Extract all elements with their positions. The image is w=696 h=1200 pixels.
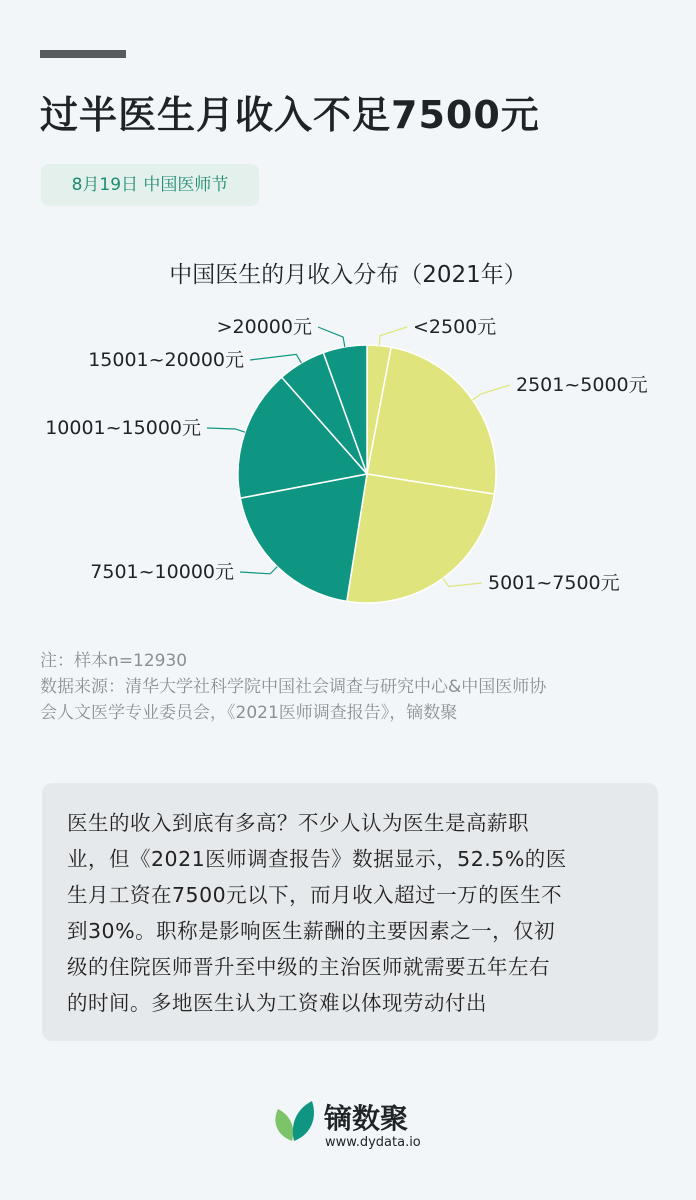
- pie-chart: [0, 300, 696, 620]
- summary-line-4: 到30%。职称是影响医生薪酬的主要因素之一，仅初: [67, 919, 556, 943]
- summary-line-3: 生月工资在7500元以下，而月收入超过一万的医生不: [67, 883, 563, 907]
- pie-label-3: 5001~7500元: [488, 572, 620, 594]
- top-accent-bar: [40, 50, 126, 58]
- pie-label-6: 15001~20000元: [88, 349, 244, 371]
- source-note-line-2: 会人文医学专业委员会，《2021医师调查报告》，镝数聚: [40, 703, 458, 723]
- pie-label-2: 2501~5000元: [516, 374, 648, 396]
- summary-card: [42, 783, 658, 1041]
- brand-name: 镝数聚: [324, 1102, 409, 1135]
- summary-line-6: 的时间。多地医生认为工资难以体现劳动付出: [67, 991, 487, 1015]
- summary-line-1: 医生的收入到底有多高？不少人认为医生是高薪职: [67, 811, 529, 835]
- pie-label-5: 10001~15000元: [45, 417, 201, 439]
- brand-url: www.dydata.io: [325, 1135, 421, 1150]
- leaf-logo-icon: [268, 1095, 318, 1145]
- chart-title: 中国医生的月收入分布（2021年）: [169, 262, 527, 288]
- pie-label-7: >20000元: [216, 316, 312, 338]
- pie-label-4: 7501~10000元: [90, 561, 234, 583]
- pie-leader-2: [473, 385, 510, 400]
- sample-note: 注：样本n=12930: [40, 651, 188, 671]
- date-badge: 8月19日 中国医师节: [41, 164, 259, 206]
- pie-leader-1: [379, 327, 407, 346]
- source-note-line-1: 数据来源：清华大学社科学院中国社会调查与研究中心&中国医师协: [40, 677, 547, 697]
- pie-leader-5: [207, 428, 245, 432]
- chart-notes: [40, 648, 660, 726]
- page-title: 过半医生月收入不足7500元: [40, 93, 540, 137]
- pie-label-1: <2500元: [413, 316, 497, 338]
- pie-leader-7: [318, 327, 345, 347]
- pie-slices: [238, 345, 496, 603]
- pie-leader-4: [240, 567, 277, 574]
- summary-line-2: 业，但《2021医师调查报告》数据显示，52.5%的医: [67, 847, 567, 871]
- pie-leader-3: [443, 578, 482, 586]
- pie-leader-6: [250, 354, 301, 363]
- pie-slice-2: [367, 347, 496, 494]
- summary-line-5: 级的住院医师晋升至中级的主治医师就需要五年左右: [67, 955, 550, 979]
